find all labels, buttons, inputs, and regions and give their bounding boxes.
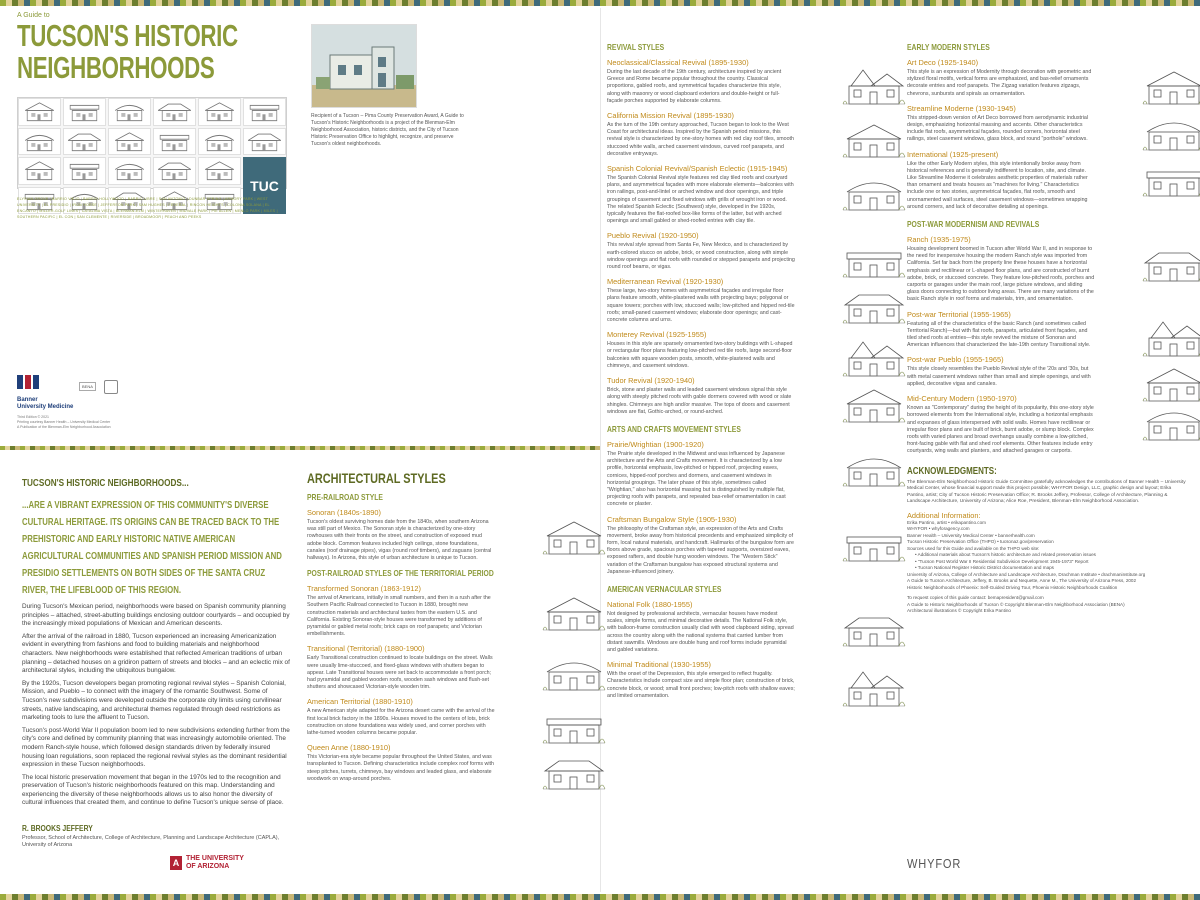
style-title: Monterey Revival (1925-1955) xyxy=(607,330,707,340)
style-illustration xyxy=(1141,156,1200,202)
house-sketch-icon xyxy=(109,158,150,184)
edition-note: Third Edition © 2021 xyxy=(17,415,49,419)
style-title: Queen Anne (1880-1910) xyxy=(307,743,391,753)
style-title: Art Deco (1925-1940) xyxy=(907,58,979,67)
style-description: Not designed by professional architects, vernacular houses have modest scales, simple forms, and minimal decorative details. The National Folk style, with balloon-frame construction usually clad with wood clapboard siding, spread across the country along with the national systems that carried lumber from distant sawmills. Windows are double hung and roof forms include pyramidal and gabled variations. xyxy=(607,610,794,653)
house-thumbnail xyxy=(108,128,151,156)
style-entry xyxy=(607,231,837,271)
style-illustration xyxy=(541,514,607,560)
style-description: This style is an expression of Modernity through decoration with geometric and stylized floral motifs, vertical forms are emphasized, and bas-relief ornaments decorate entries and roof parapets. The Zigzag variation features zigzags, chevrons, sunbursts and spirals as ornamentation. xyxy=(907,69,1092,97)
style-illustration xyxy=(841,446,907,492)
style-title: Tudor Revival (1920-1940) xyxy=(607,376,695,386)
additional-info-line: • Additional materials about Tucson's historic architecture and related preservation issues xyxy=(915,552,1096,558)
style-description: As the turn of the 19th century approached, Tucson began to look to the West Coast for architectural ideas. Inspired by the Spanish period missions, this revival style is characterized by one-story homes with red clay roof tiles, smooth stuccoed white walls, arched casement windows, curved roof parapets, and decorative entryways. xyxy=(607,122,794,157)
house-sketch-icon xyxy=(154,158,195,184)
style-illustration xyxy=(841,237,907,283)
house-thumbnail xyxy=(153,157,196,185)
style-entry xyxy=(607,440,837,509)
banner-line2: University Medicine xyxy=(17,404,74,410)
style-description: A new American style adapted for the Arizona desert came with the arrival of the first local brick factory in the 1890s. Houses moved to the centers of lots, brick construction on stone foundations was widely used, and corner porches with lathe-turned wooden columns became popular. xyxy=(307,708,495,737)
house-sketch-icon xyxy=(64,129,105,155)
house-sketch-icon xyxy=(841,170,907,216)
style-illustration xyxy=(1141,110,1200,156)
house-sketch-icon xyxy=(1141,241,1200,287)
house-sketch-icon xyxy=(541,590,607,636)
style-title: Mediterranean Revival (1920-1930) xyxy=(607,277,724,287)
style-title: Mid-Century Modern (1950-1970) xyxy=(907,394,1017,404)
style-description: Brick, stone and plaster walls and leaded casement windows signal this style along with steeply pitched roofs with gable dormers covered with wood or slate shingles. Chimneys are high and/or massive. The tops of doors and casement windows are flat, Gothic-arched, or round-arched. xyxy=(607,387,792,415)
style-description: The Spanish Colonial Revival style features red clay tiled roofs and courtyard plans, and asymmetrical façades with more elaborate elements—balconies with iron railings, post-and-lintel or arched window and door openings, and triple groupings of casement and fixed windows with grills of wrought iron or wood. The related Spanish Eclectic (Southwest) style, developed in the 1920s, typically features the flat-roofed box-like forms of the latter, but with arched openings and small gabled or shed-roofed entries with clay tile. xyxy=(607,175,794,225)
house-thumbnail xyxy=(63,98,106,126)
house-sketch-icon xyxy=(1141,156,1200,202)
house-thumbnail xyxy=(63,128,106,156)
house-sketch-icon xyxy=(1141,64,1200,110)
style-entry xyxy=(607,660,837,700)
style-entry xyxy=(607,515,837,576)
intro-paragraph: During Tucson's Mexican period, neighborhoods were based on Spanish community planning principles – attached, street-abutting buildings enclosing outdoor courtyards – and occupied by the increasingly mixed populations of Mexican and American descents. xyxy=(22,603,290,628)
style-title: Pueblo Revival (1920-1950) xyxy=(607,231,699,241)
house-thumbnail xyxy=(18,98,61,126)
style-illustration xyxy=(841,521,907,567)
bena-logo: BENA xyxy=(79,382,96,391)
house-thumbnail xyxy=(243,128,286,156)
house-thumbnail xyxy=(153,128,196,156)
house-sketch-icon xyxy=(841,382,907,428)
style-title: Prairie/Wrightian (1900-1920) xyxy=(607,439,704,449)
neighborhood-name-list: ELYSIAN GROVE | BARRIO VIEJO | BARRIO HOLLYWOOD | BARRIO LIBRE | SAN ANTONIO | DUNBAR SPRING | ARMORY PARK | WEST UNIVERSITY | EL PRESIDIO | IRON HORSE | JEFFERSON PARK | SAM HUGHES | FEDERAL | RINCON HEIGHTS | COLONIA SOLANA | EL ENCANTO | MILLER-GOLF LINKS | CATALINA VISTA | BLENMAN-ELM | WINTERHAVEN | MIDVALE PARK | PIE ALLEN | MENLO PARK | MILES | SOUTHERN PACIFIC | EL CON | SAN CLEMENTE | RIVERSIDE | BROADMOOR | PEACH AND PEEKS xyxy=(17,197,278,219)
main-title-line1: TUCSON'S HISTORIC xyxy=(17,18,238,53)
style-illustration xyxy=(541,590,607,636)
house-thumbnail xyxy=(153,98,196,126)
style-illustration xyxy=(841,336,907,382)
style-illustration xyxy=(841,170,907,216)
style-description: During the last decade of the 19th century, architecture inspired by ancient Greece and Rome became popular throughout the country. Classical proportions, gabled roofs, and symmetrical façades characterize this style, along with masonry or wood clapboard exteriors and double-height or full-façade porches supported by elaborate columns. xyxy=(607,69,782,104)
house-sketch-icon xyxy=(541,703,607,749)
house-sketch-icon xyxy=(64,158,105,184)
house-sketch-icon xyxy=(154,129,195,155)
modern-column xyxy=(907,42,1186,615)
style-entry xyxy=(907,394,1137,455)
style-entry xyxy=(607,111,837,158)
early-modern-heading: EARLY MODERN STYLES xyxy=(907,42,990,52)
house-sketch-icon xyxy=(541,650,607,696)
house-sketch-icon xyxy=(841,336,907,382)
style-description: Tucson's oldest surviving homes date from the 1840s, when southern Arizona was still part of Mexico. The Sonoran style is characterized by one-story rowhouses with their fronts on the street, and construction of exposed mud adobe block. Common features included high ceilings, stone foundations, canales (roof drainage pipes), vigas (round roof timbers), and zaguans (central hallways). In Arizona, this style of urban architecture is unique to Tucson. xyxy=(307,519,492,562)
style-title: Transformed Sonoran (1863-1912) xyxy=(307,584,421,594)
house-sketch-icon xyxy=(841,237,907,283)
style-illustration xyxy=(1141,64,1200,110)
house-thumbnail xyxy=(198,128,241,156)
style-illustration xyxy=(541,749,607,795)
style-illustration xyxy=(841,64,907,110)
guide-subtitle: A Guide to xyxy=(17,12,50,19)
acknowledgments-text: The Blenman-Elm Neighborhood Historic Guide Committee gratefully acknowledges the contributions of Banner Health – University Medical Center, whose financial support made this project possible; WHYFOR Design, LLC, graphic design and layout; Erika Pantino, artist; City of Tucson Historic Preservation Office; R. Brooks Jeffery, Professor, College of Architecture, Planning & Landscape Architecture, University of Arizona; Alice Roe, President, Blenman-Elm Neighborhood Association. xyxy=(907,479,1186,505)
style-title: California Mission Revival (1895-1930) xyxy=(607,111,734,121)
style-illustration xyxy=(841,666,907,712)
house-sketch-icon xyxy=(841,666,907,712)
style-title: Post-war Pueblo (1955-1965) xyxy=(907,355,1004,365)
acknowledgments-section xyxy=(907,466,1187,615)
style-title: American Territorial (1880-1910) xyxy=(307,697,413,707)
additional-info-line: • "Tucson Post World War II Residential Subdivision Development 1945-1973" Report xyxy=(915,558,1089,564)
style-entry xyxy=(607,600,837,654)
cover-panel xyxy=(17,12,300,83)
additional-info-line: Erika Pantino, artist • erikapantino.com xyxy=(907,519,986,525)
style-description: This Victorian-era style became popular throughout the United States, and was transplanted to Tucson. Defining characteristics include complex roof forms with steep pitches, turrets, chimneys, bay windows and leaded glass, and elaborate woodwork on wrap-around porches. xyxy=(307,754,494,782)
intro-lead: ...ARE A VIBRANT EXPRESSION OF THIS COMMUNITY'S DIVERSE CULTURAL HERITAGE. ITS ORIGINS CAN BE TRACED BACK TO THE PREHISTORIC AND EARLY HISTORIC NATIVE AMERICAN AGRICULTURAL COMMUNITIES AND SPANISH PERIOD MISSION AND PRESIDIO SETTLEMENTS ON BOTH SIDES OF THE SANTA CRUZ RIVER, THE LIFEBLOOD OF THIS REGION. xyxy=(22,500,282,596)
house-sketch-icon xyxy=(19,129,60,155)
arizona-a-icon: A xyxy=(170,856,182,870)
style-description: The arrival of Americans, initially in small numbers, and then in a rush after the Southern Pacific Railroad connected to Tucson in 1880, brought new construction materials and architectural tastes from the eastern U.S. and California. Existing Sonoran-style houses were transformed by additions of pyramidal or gabled metal roofs; brick caps on roof parapets; and Victorian embellishments. xyxy=(307,595,491,638)
pre-railroad-heading: PRE-RAILROAD STYLE xyxy=(307,492,383,502)
house-sketch-icon xyxy=(19,158,60,184)
house-sketch-icon xyxy=(841,606,907,652)
whyfor-logo: WHYFOR xyxy=(907,856,962,871)
style-title: National Folk (1880-1955) xyxy=(607,599,693,609)
house-sketch-icon xyxy=(199,129,240,155)
style-entry xyxy=(307,508,537,562)
architectural-styles-column xyxy=(307,470,537,783)
style-title: Craftsman Bungalow Style (1905-1930) xyxy=(607,514,737,524)
house-sketch-icon xyxy=(244,129,285,155)
style-title: Ranch (1935-1975) xyxy=(907,235,971,245)
additional-info-heading: Additional Information: xyxy=(907,510,981,520)
style-illustration xyxy=(841,283,907,329)
style-illustration xyxy=(541,650,607,696)
banner-line1: Banner xyxy=(17,397,38,403)
style-description: The Prairie style developed in the Midwest and was influenced by Japanese architecture and the Arts and Crafts movement. It is characterized by a low profile, horizontal emphasis, low-pitched or hipped roof, projecting eaves, cornices, hipped-roof porches and dormers, and casement windows in horizontal groupings. The later phase of this style, sometimes called "Wrightian," also has horizontal massing but is distinguished by multiple flat, projecting roofs with parapets, and repeated bas-relief ornamentation in cast concrete or plaster. xyxy=(607,450,786,508)
house-sketch-icon xyxy=(154,99,195,125)
style-entry xyxy=(307,697,537,737)
house-sketch-icon xyxy=(541,514,607,560)
intro-paragraph: Tucson's post-World War II population boom led to new subdivisions extending further from the city's core and defined by community planning that was increasingly automobile oriented. The modern Ranch-style house, which followed design standards driven by federally insured housing loan regulations, soon replaced the regional revival styles as the dominant residential expression in these Tucson neighborhoods. xyxy=(22,726,290,769)
award-painting xyxy=(311,24,417,108)
style-entry xyxy=(607,58,837,105)
additional-info-line: WHYFOR • whyforagency.com xyxy=(907,526,970,532)
style-title: International (1925-present) xyxy=(907,149,999,159)
style-description: The philosophy of the Craftsman style, an expression of the Arts and Crafts movement, broke away from historical precedents and emphasized simplicity of form, local natural materials, and handcraft. Hallmarks of the bungalow form are floors above grade, spacious porches with tapered supports, oversized eaves, exposed rafters, and double hung wooden windows. The "Western Stick" variation of the Craftsman bungalow has exposed structural systems and Japanese-influenced joinery. xyxy=(607,525,794,575)
acknowledgments-heading: ACKNOWLEDGMENTS: xyxy=(907,465,997,477)
style-description: This revival style spread from Santa Fe, New Mexico, and is characterized by earth-colored stucco on adobe, brick, or wood construction, along with simple window openings and flat roofs with rounded or stepped parapets and projecting round roof beams, or vigas. xyxy=(607,242,795,271)
style-title: Streamline Moderne (1930-1945) xyxy=(907,103,1016,113)
house-thumbnail xyxy=(198,98,241,126)
style-description: This stripped-down version of Art Deco borrowed from aerodynamic industrial design, emphasizing horizontal massing and accents. Other characteristics include flat roofs, asymmetrical façades, rounded corners, horizontal steel railings, steel casement windows, glass block, and round "porthole" windows. xyxy=(907,114,1089,143)
ua-line2: OF ARIZONA xyxy=(185,863,230,870)
award-caption: Recipient of a Tucson – Pima County Preservation Award, A Guide to Tucson's Historic Neighborhoods is a project of the Blenman-Elm Neighborhood Association, historic districts, and the City of Tucson Historic Preservation Office to highlight, recognize, and preserve Tucson's oldest neighborhoods. xyxy=(311,113,464,147)
author-name: R. BROOKS JEFFERY xyxy=(22,824,93,833)
intro-paragraph: After the arrival of the railroad in 1880, Tucson experienced an increasing Americanization evident in everything from fashions and food to building materials and neighborhood characters. New neighborhoods were established that reflected American traditions of urban planning – detached houses on a gridiron pattern of streets and blocks – and an eclectic mix of architectural styles, including the ubiquitous bungalow. xyxy=(22,632,290,675)
style-title: Spanish Colonial Revival/Spanish Eclectic (1915-1945) xyxy=(607,164,788,174)
style-illustration xyxy=(1141,241,1200,287)
style-description: Housing development boomed in Tucson after World War II, and in response to the need for inexpensive housing the modern Ranch style was imported from California. Set far back from the property line these houses have a horizontal emphasis and rectilinear or L-shaped floor plans, and are constructed of burnt adobe, brick, or stuccoed concrete. They feature low-pitched roofs, porches and carports or garages under the main roof, large picture windows, and sliding glass doors connecting to outdoor living areas. There are many variations of the basic Ranch style in roof forms and materials, trim, and ornamentation. xyxy=(907,246,1095,303)
author-affiliation: Professor, School of Architecture, College of Architecture, Planning and Landscape Architecture (CAPLA), University of Arizona xyxy=(22,835,280,848)
additional-info-line: Historic Neighborhoods of Phoenix: Self-Guided Driving Tour, Phoenix Historic Neighborhoods Coalition xyxy=(907,584,1118,590)
house-sketch-icon xyxy=(109,129,150,155)
printing-note: Printing courtesy Banner Health – University Medical Center xyxy=(17,420,111,424)
main-title-line2: NEIGHBORHOODS xyxy=(17,50,215,85)
style-entry xyxy=(307,584,537,638)
house-thumbnail xyxy=(18,128,61,156)
house-sketch-icon xyxy=(199,99,240,125)
style-description: Featuring all of the characteristics of the basic Ranch (and sometimes called Territorial Ranch)—but with flat roofs, parapets, articulated front façades, and tiled shed roofs at entries—this style revived the mixture of Sonoran and American influences that characterized the late-19th century Transitional style. xyxy=(907,320,1091,349)
banner-logo-icon xyxy=(17,375,39,389)
additional-info-line: A Guide to Historic Neighborhoods of Tucson © Copyright Blenman-Elm Neighborhood Association (BENA) xyxy=(907,601,1125,607)
style-entry xyxy=(907,235,1137,304)
style-illustration xyxy=(841,606,907,652)
house-sketch-icon xyxy=(19,99,60,125)
post-war-heading: POST-WAR MODERNISM AND REVIVALS xyxy=(907,219,1040,230)
post-railroad-heading: POST-RAILROAD STYLES OF THE TERRITORIAL PERIOD xyxy=(307,568,494,579)
style-description: Like the other Early Modern styles, this style intentionally broke away from historical references and is generally indifferent to location, site, and climate. Like Streamline Moderne it celebrates aesthetic properties of materials rather than ornament and treats houses as "machines for living." Characteristics include one or two stories, asymmetrical façades, flat roofs, smooth and unornamented wall surfaces, steel casement windows—sometimes wrapping around corners, and lack of decorative detailing at openings. xyxy=(907,160,1088,210)
style-illustration xyxy=(1141,400,1200,446)
additional-info-line: • Tucson National Register Historic District documentation and maps xyxy=(915,565,1054,571)
house-sketch-icon xyxy=(541,749,607,795)
intro-title: TUCSON'S HISTORIC NEIGHBORHOODS... xyxy=(22,478,189,489)
style-description: With the onset of the Depression, this style emerged to reflect frugality. Characteristics include compact size and simple floor plan; construction of brick, concrete block, or wood; small front porches; low-pitch roofs with shallow eaves; and limited ornamentation. xyxy=(607,671,795,699)
house-thumbnail xyxy=(18,157,61,185)
house-thumbnail xyxy=(198,157,241,185)
house-sketch-icon xyxy=(199,158,240,184)
university-of-arizona-logo xyxy=(170,855,244,871)
style-entry xyxy=(907,310,1137,350)
revival-styles-heading: REVIVAL STYLES xyxy=(607,42,665,52)
publication-note: A Publication of the Blenman-Elm Neighborhood Association xyxy=(17,425,111,429)
house-illustration-grid xyxy=(17,97,287,194)
house-sketch-icon xyxy=(841,521,907,567)
house-sketch-icon xyxy=(1141,316,1200,362)
house-sketch-icon xyxy=(841,283,907,329)
house-thumbnail xyxy=(108,98,151,126)
style-entry xyxy=(307,743,537,783)
style-entry xyxy=(907,104,1137,144)
style-entry xyxy=(607,164,837,225)
house-thumbnail xyxy=(243,98,286,126)
tuc-badge: TUC xyxy=(243,157,286,214)
additional-info-line: Banner Health – University Medical Center • bannerhealth.com xyxy=(907,532,1035,538)
additional-info-line: A Guide to Tucson Architecture, Jeffery, B. Brooks and Nequette, Anne M., The University of Arizona Press, 2002 xyxy=(907,578,1137,584)
style-entry xyxy=(607,376,837,416)
style-entry xyxy=(607,277,837,324)
author-block xyxy=(22,824,302,849)
style-illustration xyxy=(1141,316,1200,362)
style-title: Neoclassical/Classical Revival (1895-1930) xyxy=(607,58,749,67)
additional-info-line: Sources used for this Guide and available on the THPO web site: xyxy=(907,545,1040,551)
intro-paragraph: By the 1920s, Tucson developers began promoting regional revival styles – Spanish Colonial, Mission, and Pueblo – to connect with the imagery of the romantic Southwest. Some of Tucson's new subdivisions were developed outside the corporate city limits using curvilinear streets, native landscaping, and architectural themes regulated through deed restrictions as marketing tools to lure the affluent to Tucson. xyxy=(22,679,286,722)
house-sketch-icon xyxy=(244,99,285,125)
additional-info-line: Architectural illustrations © Copyright Erika Pantino xyxy=(907,608,1011,614)
house-sketch-icon xyxy=(1141,110,1200,156)
house-sketch-icon xyxy=(841,64,907,110)
style-illustration xyxy=(841,117,907,163)
additional-info-line: University of Arizona, College of Architecture and Landscape Architecture, Drachman Institute • drachmaninstitute.org xyxy=(907,571,1146,577)
house-sketch-icon xyxy=(64,99,105,125)
decorative-border-middle xyxy=(0,446,600,450)
style-illustration xyxy=(541,703,607,749)
style-description: Houses in this style are sparsely ornamented two-story buildings with L-shaped or rectangular floor plans featuring low-pitched red tile roofs, large second-floor balconies with square wooden posts, smooth, white-plastered walls and chimneys, and casement windows. xyxy=(607,341,793,369)
house-sketch-icon xyxy=(1141,400,1200,446)
style-description: These large, two-story homes with asymmetrical façades and irregular floor plans feature smooth, white-plastered walls with projecting bays; polygonal or square towers; porches with low, stuccoed walls; low-pitched and hipped red-tile roofs; small-paned casement windows; elaborate door openings; and cast-concrete columns and urns. xyxy=(607,288,795,324)
house-sketch-icon xyxy=(109,99,150,125)
style-title: Post-war Territorial (1955-1965) xyxy=(907,309,1011,319)
style-title: Minimal Traditional (1930-1955) xyxy=(607,660,711,670)
style-entry xyxy=(907,58,1137,98)
intro-paragraph: The local historic preservation movement that began in the 1970s led to the recognition and preservation of Tucson's historic neighborhoods featured on this map. Understanding and experiencing the diversity of these neighborhoods allows us to also honor the diversity of cultural influences that created them, and continue to define Tucson's unique sense of place. xyxy=(22,773,284,807)
house-sketch-icon xyxy=(841,117,907,163)
style-description: This style closely resembles the Pueblo Revival style of the '20s and '30s, but with metal casement windows rather than small and simple openings, and with applied, decorative vigas and canales. xyxy=(907,366,1091,387)
architectural-styles-heading: ARCHITECTURAL STYLES xyxy=(307,470,446,486)
house-sketch-icon xyxy=(841,446,907,492)
style-title: Transitional (Territorial) (1880-1900) xyxy=(307,644,425,654)
style-entry xyxy=(907,355,1137,388)
decorative-border-top xyxy=(0,0,1200,6)
association-logo-icon xyxy=(104,380,118,394)
style-illustration xyxy=(841,382,907,428)
american-vernacular-heading: AMERICAN VERNACULAR STYLES xyxy=(607,583,722,594)
house-thumbnail xyxy=(63,157,106,185)
ua-line1: THE UNIVERSITY xyxy=(185,855,244,862)
house-thumbnail xyxy=(108,157,151,185)
style-description: Known as "Contemporary" during the height of its popularity, this one-story style borrowed elements from the International style, including a horizontal emphasis and expanses of glass interspersed with solid walls. Homes have rectilinear or irregular floor plans and are built of brick, burnt adobe, or slump block. Complex roofs with varied planes and broad overhangs usually combine a low-pitched, front-facing gable with flat and shed roof elements. Other features include entry courtyards, wing walls and planters, and attached garages or carports. xyxy=(907,405,1094,455)
decorative-border-bottom xyxy=(0,894,1200,900)
revival-column xyxy=(607,42,837,700)
style-entry xyxy=(907,150,1137,211)
style-entry xyxy=(607,330,837,370)
additional-info-line: Tucson Historic Preservation Office (THPO) • tucsonaz.gov/preservation xyxy=(907,539,1054,545)
sponsor-logos xyxy=(17,375,297,430)
style-description: Early Transitional construction continued to locate buildings on the street. Walls were usually lime-stuccoed, and fixed-glass windows with shutters began to appear. Late Transitional houses were set back to accommodate a front porch; had pyramidal and gabled wooden roofs, wooden sash windows and flush-set shutters and showcased Victorian-style wooden trim. xyxy=(307,655,493,691)
style-title: Sonoran (1840s-1890) xyxy=(307,508,381,517)
intro-section xyxy=(22,478,292,808)
style-entry xyxy=(307,644,537,691)
arts-crafts-heading: ARTS AND CRAFTS MOVEMENT STYLES xyxy=(607,423,741,434)
additional-info-line: To request copies of this guide contact: bemapresident@gmail.com xyxy=(907,595,1044,601)
